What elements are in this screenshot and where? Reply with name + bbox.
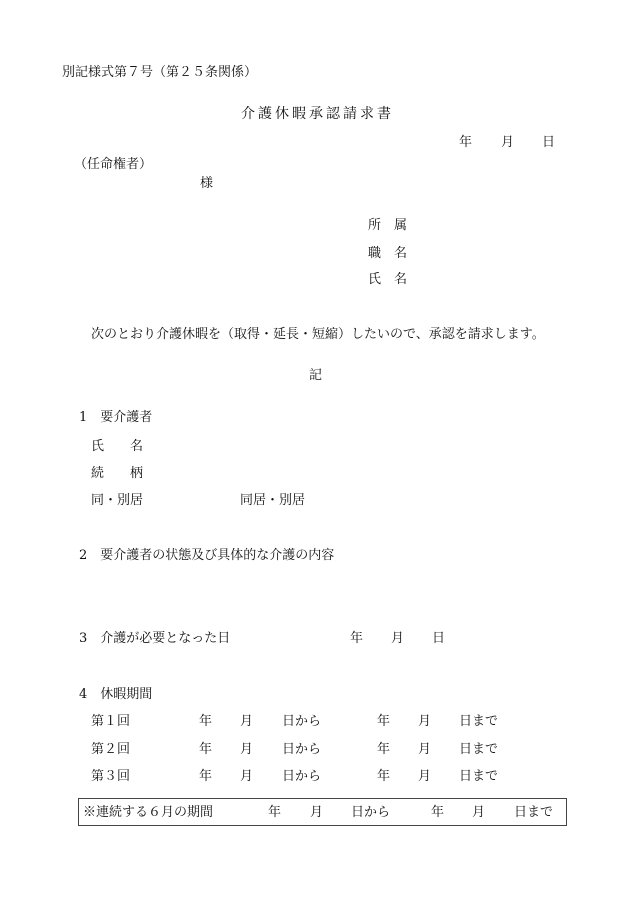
section4-heading: 4 休暇期間 [79,687,153,702]
position-label: 職 名 [368,246,408,261]
period-start-day: 日から [282,742,322,757]
ki-label: 記 [309,368,323,383]
period-end-year: 年 [377,714,391,729]
consecutive-period-label: ※連続する６月の期間 [83,805,214,820]
residence-option-1: 同・別居 [91,493,144,508]
period-end-day: 日まで [459,714,499,729]
note-start-year: 年 [268,805,282,820]
date-year-label: 年 [459,135,473,150]
period-end-month: 月 [418,742,432,757]
section3-heading: 3 介護が必要となった日 [79,631,231,646]
date-day-label: 日 [542,135,556,150]
period-start-month: 月 [240,714,254,729]
note-end-day: 日まで [514,805,554,820]
section3-year: 年 [350,631,364,646]
note-end-year: 年 [431,805,445,820]
section2-heading: 2 要介護者の状態及び具体的な介護の内容 [79,548,335,563]
period-start-year: 年 [199,714,213,729]
period-end-month: 月 [418,714,432,729]
residence-option-2: 同居・別居 [240,493,306,508]
period-end-year: 年 [377,742,391,757]
period-end-year: 年 [377,769,391,784]
relation-label: 続 柄 [91,466,144,481]
request-sentence: 次のとおり介護休暇を（取得・延長・短縮）したいので、承認を請求します。 [91,327,545,342]
period-start-month: 月 [240,742,254,757]
sama-label: 様 [200,176,214,191]
period-end-month: 月 [418,769,432,784]
care-recipient-name-label: 氏 名 [91,439,144,454]
section3-month: 月 [391,631,405,646]
period-end-day: 日まで [459,742,499,757]
form-number: 別記様式第７号（第２５条関係） [62,65,258,80]
addressee-label: （任命権者） [74,157,153,172]
note-start-day: 日から [351,805,391,820]
period-row-label: 第２回 [91,742,131,757]
period-start-month: 月 [240,769,254,784]
period-start-year: 年 [199,742,213,757]
period-row-label: 第３回 [91,769,131,784]
period-start-day: 日から [282,714,322,729]
period-row-label: 第１回 [91,714,131,729]
applicant-name-label: 氏 名 [368,272,408,287]
section3-day: 日 [432,631,446,646]
section1-heading: 1 要介護者 [79,410,153,425]
affiliation-label: 所 属 [368,218,408,233]
period-end-day: 日まで [459,769,499,784]
period-start-year: 年 [199,769,213,784]
note-end-month: 月 [472,805,486,820]
period-start-day: 日から [282,769,322,784]
date-month-label: 月 [501,135,515,150]
document-title: 介護休暇承認請求書 [241,106,394,122]
note-start-month: 月 [310,805,324,820]
